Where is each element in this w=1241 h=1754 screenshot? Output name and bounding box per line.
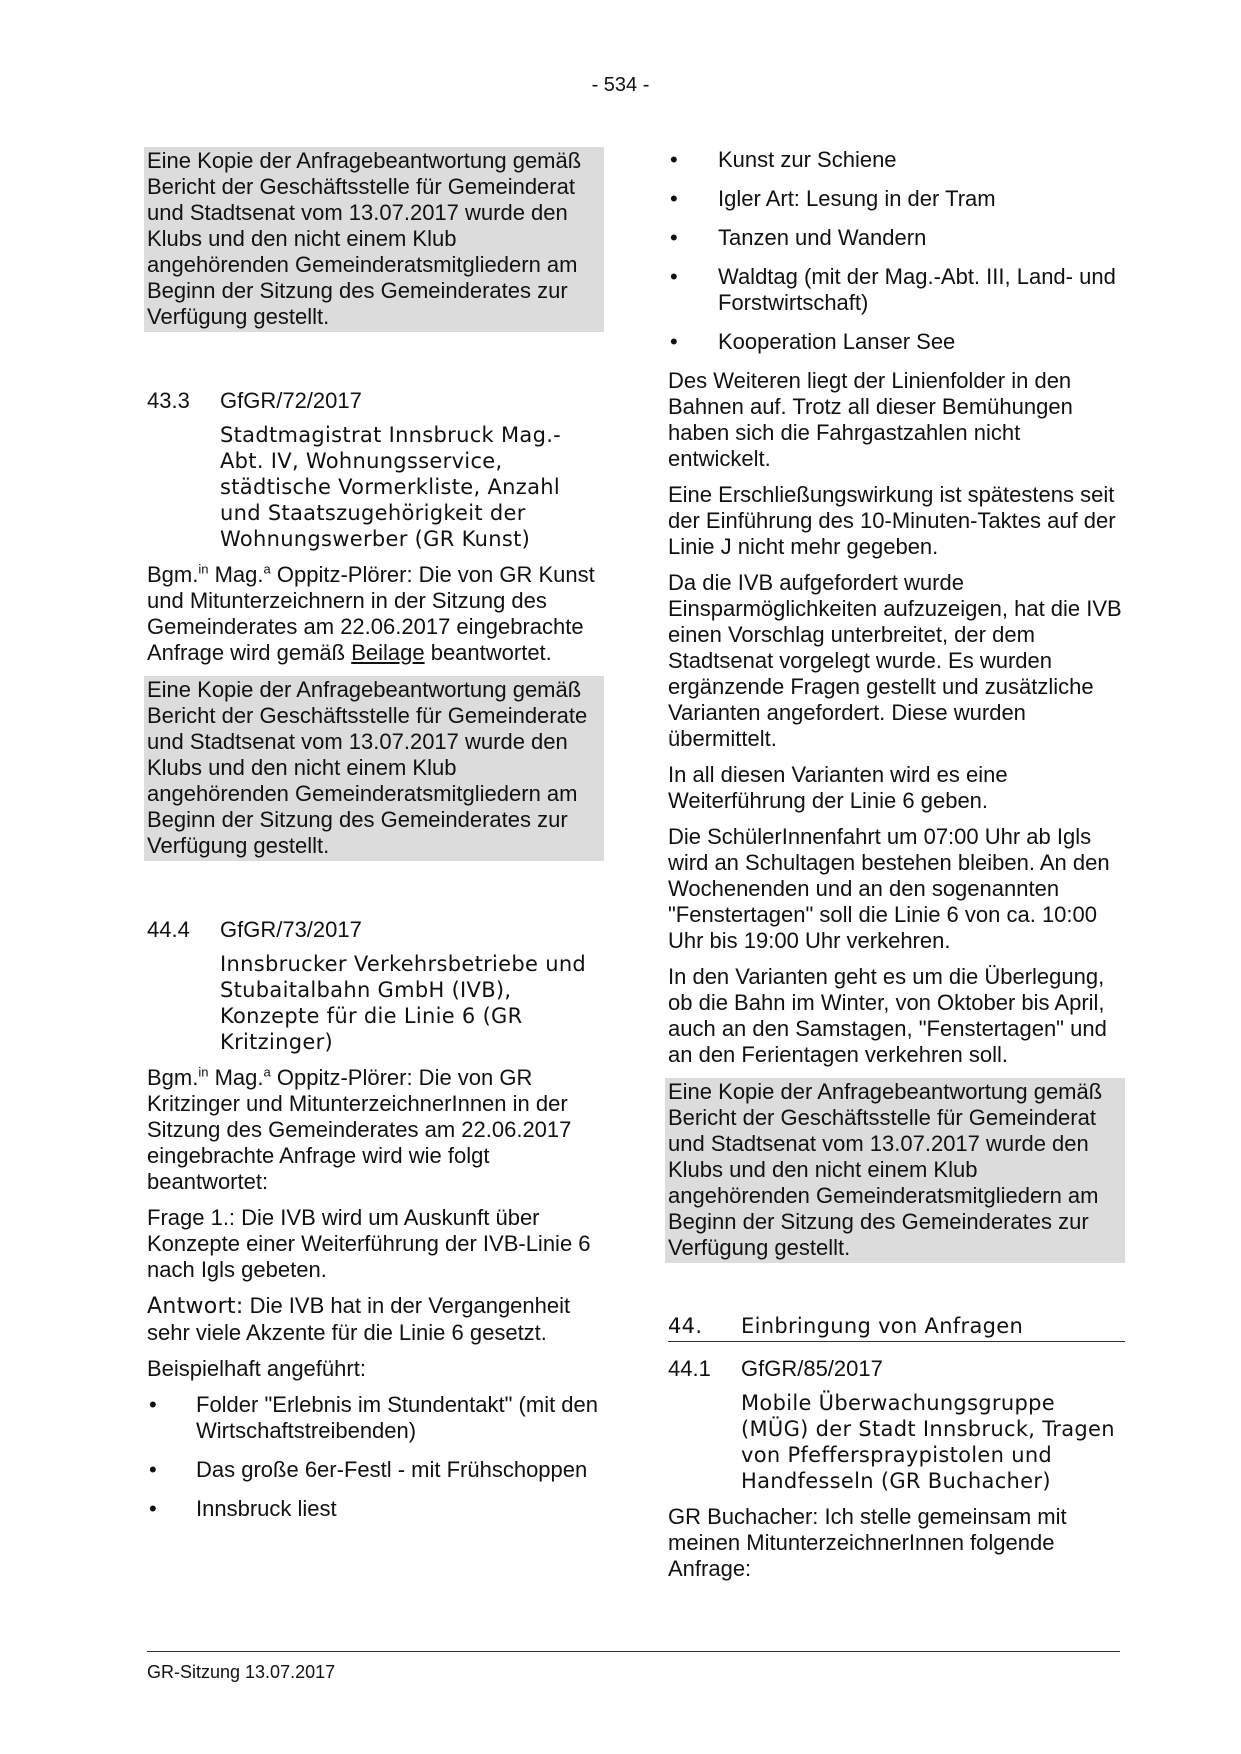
- paragraph: In all diesen Varianten wird es eine Weiterführung der Linie 6 geben.: [668, 762, 1008, 813]
- section-number: 44.: [668, 1314, 703, 1338]
- list-item: • Tanzen und Wandern: [670, 225, 927, 250]
- footer-text: GR-Sitzung 13.07.2017: [147, 1662, 336, 1682]
- list-item: • Innsbruck liest: [149, 1496, 337, 1521]
- item-number: 44.4: [147, 917, 190, 942]
- section-title: Einbringung von Anfragen: [741, 1314, 1024, 1338]
- section-heading-44: [668, 1313, 1125, 1342]
- answer-paragraph: Antwort: Die IVB hat in der Vergangenheit sehr viele Akzente für die Linie 6 gesetzt.: [147, 1293, 571, 1345]
- paragraph: Des Weiteren liegt der Linienfolder in den Bahnen auf. Trotz all dieser Bemühungen haben sich die Fahrgastzahlen nicht entwickelt.: [668, 368, 1073, 471]
- paragraph: Da die IVB aufgefordert wurde Einsparmöglichkeiten aufzuzeigen, hat die IVB einen Vorschlag unterbreitet, der dem Stadtsenat vorgelegt wurde. Es wurden ergänzende Fragen gestellt und zusätzliche Varianten angefordert. Diese wurden übermittelt.: [668, 570, 1122, 751]
- answer-label: Antwort:: [147, 1294, 244, 1319]
- bullet-icon: •: [670, 225, 678, 250]
- speaker-paragraph: GR Buchacher: Ich stelle gemeinsam mit meinen MitunterzeichnerInnen folgende Anfrage:: [668, 1504, 1067, 1581]
- copy-notice-box-2: Eine Kopie der Anfragebeantwortung gemäß Bericht der Geschäftsstelle für Gemeinderate und Stadtsenat vom 13.07.2017 wurde den Klubs und den nicht einem Klub angehörenden Gemeinderatsmitgliedern am Beginn der Sitzung des Gemeinderates zur Verfügung gestellt.: [144, 676, 604, 861]
- item-heading-43-3: [147, 388, 604, 414]
- list-item: • Kooperation Lanser See: [670, 329, 956, 354]
- bullet-icon: •: [670, 186, 678, 211]
- bullet-list-left: [147, 1392, 604, 1522]
- page-number: - 534 -: [591, 74, 650, 96]
- bullet-icon: •: [670, 147, 678, 172]
- copy-notice-box-1: Eine Kopie der Anfragebeantwortung gemäß Bericht der Geschäftsstelle für Gemeinderat und Stadtsenat vom 13.07.2017 wurde den Klubs und den nicht einem Klub angehörenden Gemeinderatsmitgliedern am Beginn der Sitzung des Gemeinderates zur Verfügung gestellt.: [144, 147, 604, 332]
- right-column: [668, 147, 1125, 1592]
- bullet-icon: •: [670, 329, 678, 354]
- item-number: 43.3: [147, 388, 190, 413]
- list-item: • Kunst zur Schiene: [670, 147, 897, 172]
- bullet-icon: •: [149, 1496, 157, 1521]
- speaker-paragraph: Bgm.$^{in}$ Mag.$^a$ Oppitz-Plörer: Die von GR Kritzinger und MitunterzeichnerInnen in der Sitzung des Gemeinderates am 22.06.2017 eingebrachte Anfrage wird wie folgt beantwortet:: [147, 1064, 572, 1194]
- item-subject: Mobile Überwachungsgruppe (MÜG) der Stadt Innsbruck, Tragen von Pfefferspraypistolen und Handfesseln (GR Buchacher): [741, 1391, 1115, 1493]
- section-spacer: [147, 342, 604, 388]
- item-reference: GfGR/73/2017: [220, 917, 362, 942]
- paragraph: Die SchülerInnenfahrt um 07:00 Uhr ab Igls wird an Schultagen bestehen bleiben. An den Wochenenden und an den sogenannten "Fenstertagen" soll die Linie 6 von ca. 10:00 Uhr bis 19:00 Uhr verkehren.: [668, 824, 1110, 953]
- question-paragraph: Frage 1.: Die IVB wird um Auskunft über Konzepte einer Weiterführung der IVB-Linie 6 nach Igls gebeten.: [147, 1205, 591, 1282]
- left-column: [147, 147, 604, 1535]
- item-reference: GfGR/72/2017: [220, 388, 362, 413]
- item-number: 44.1: [668, 1356, 711, 1381]
- list-item: • Igler Art: Lesung in der Tram: [670, 186, 996, 211]
- example-intro: Beispielhaft angeführt:: [147, 1356, 366, 1381]
- paragraph: In den Varianten geht es um die Überlegung, ob die Bahn im Winter, von Oktober bis April, auch an den Samstagen, "Fenstertagen" und an den Ferientagen verkehren soll.: [668, 964, 1107, 1067]
- speaker-paragraph: Bgm.$^{in}$ Mag.$^a$ Oppitz-Plörer: Die von GR Kunst und Mitunterzeichnern in der Sitzung des Gemeinderates am 22.06.2017 eingebrachte Anfrage wird gemäß Beilage beantwortet.: [147, 561, 595, 665]
- list-item: • Folder "Erlebnis im Stundentakt" (mit den Wirtschaftstreibenden): [149, 1392, 599, 1443]
- bullet-list-right: [668, 147, 1125, 355]
- item-heading-44-1: [668, 1356, 1125, 1382]
- footer-divider: [147, 1651, 1120, 1652]
- item-reference: GfGR/85/2017: [741, 1356, 883, 1381]
- item-heading-44-4: [147, 917, 604, 943]
- section-spacer: [147, 871, 604, 917]
- list-item: • Waldtag (mit der Mag.-Abt. III, Land- und Forstwirtschaft): [670, 264, 1116, 315]
- list-item: • Das große 6er-Festl - mit Frühschoppen: [149, 1457, 588, 1482]
- item-subject: Innsbrucker Verkehrsbetriebe und Stubaitalbahn GmbH (IVB), Konzepte für die Linie 6 (GR Kritzinger): [220, 952, 587, 1054]
- beilage-link[interactable]: Beilage: [351, 640, 425, 665]
- paragraph: Eine Erschließungswirkung ist spätestens seit der Einführung des 10-Minuten-Taktes auf der Linie J nicht mehr gegeben.: [668, 482, 1116, 559]
- bullet-icon: •: [149, 1392, 157, 1417]
- section-spacer: [668, 1273, 1125, 1313]
- item-subject: Stadtmagistrat Innsbruck Mag.-Abt. IV, Wohnungsservice, städtische Vormerkliste, Anzahl und Staatszugehörigkeit der Wohnungswerber (GR Kunst): [220, 423, 562, 551]
- bullet-icon: •: [670, 264, 678, 289]
- bullet-icon: •: [149, 1457, 157, 1482]
- copy-notice-box-3: Eine Kopie der Anfragebeantwortung gemäß Bericht der Geschäftsstelle für Gemeinderat und Stadtsenat vom 13.07.2017 wurde den Klubs und den nicht einem Klub angehörenden Gemeinderatsmitgliedern am Beginn der Sitzung des Gemeinderates zur Verfügung gestellt.: [665, 1078, 1125, 1263]
